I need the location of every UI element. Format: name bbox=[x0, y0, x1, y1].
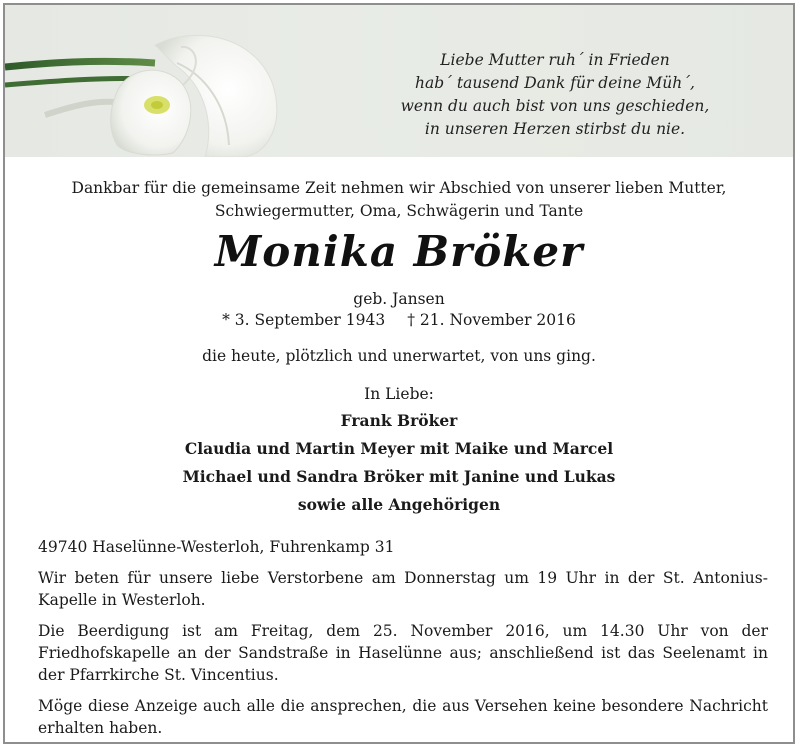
mourner-name: Claudia und Martin Meyer mit Maike und Marcel bbox=[184, 439, 614, 458]
intro-line: Schwiegermutter, Oma, Schwägerin und Tante bbox=[214, 202, 584, 220]
death-date: † 21. November 2016 bbox=[407, 311, 576, 329]
life-dates bbox=[5, 289, 793, 331]
calla-lily-icon bbox=[5, 5, 305, 157]
header-banner bbox=[5, 5, 793, 157]
passing-line: die heute, plötzlich und unerwartet, von uns ging. bbox=[202, 347, 596, 365]
poem-line: in unseren Herzen stirbst du nie. bbox=[424, 120, 686, 138]
obituary-notice bbox=[3, 3, 795, 744]
mourners bbox=[5, 383, 793, 519]
prayer-notice: Wir beten für unsere liebe Verstorbene am Donnerstag um 19 Uhr in der St. Antonius-Kapelle in Westerloh. bbox=[38, 569, 768, 609]
address: 49740 Haselünne-Westerloh, Fuhrenkamp 31 bbox=[38, 538, 395, 556]
funeral-notice: Die Beerdigung ist am Freitag, dem 25. November 2016, um 14.30 Uhr von der Friedhofskapelle an der Sandstraße in Haselünne aus; anschließend ist das Seelenamt in der Pfarrkirche St. Vincentius. bbox=[38, 622, 768, 684]
mourners-label: In Liebe: bbox=[364, 385, 434, 403]
poem-line: Liebe Mutter ruh´ in Frieden bbox=[440, 51, 670, 69]
poem-line: hab´ tausend Dank für deine Müh´, bbox=[415, 74, 695, 92]
maiden-name: geb. Jansen bbox=[353, 290, 445, 308]
deceased-name: Monika Bröker bbox=[214, 227, 584, 276]
details bbox=[38, 536, 768, 744]
mourner-name: Michael und Sandra Bröker mit Janine und Lukas bbox=[182, 467, 616, 486]
closing-notice: Möge diese Anzeige auch alle die ansprechen, die aus Versehen keine besondere Nachricht erhalten haben. bbox=[38, 697, 768, 737]
mourner-name: sowie alle Angehörigen bbox=[297, 495, 501, 514]
mourner-name: Frank Bröker bbox=[340, 411, 458, 430]
poem-line: wenn du auch bist von uns geschieden, bbox=[400, 97, 710, 115]
poem bbox=[385, 49, 725, 141]
intro-line: Dankbar für die gemeinsame Zeit nehmen wir Abschied von unserer lieben Mutter, bbox=[71, 179, 727, 197]
dates-row bbox=[5, 310, 793, 331]
intro-text bbox=[5, 177, 793, 223]
birth-date: * 3. September 1943 bbox=[222, 311, 386, 329]
